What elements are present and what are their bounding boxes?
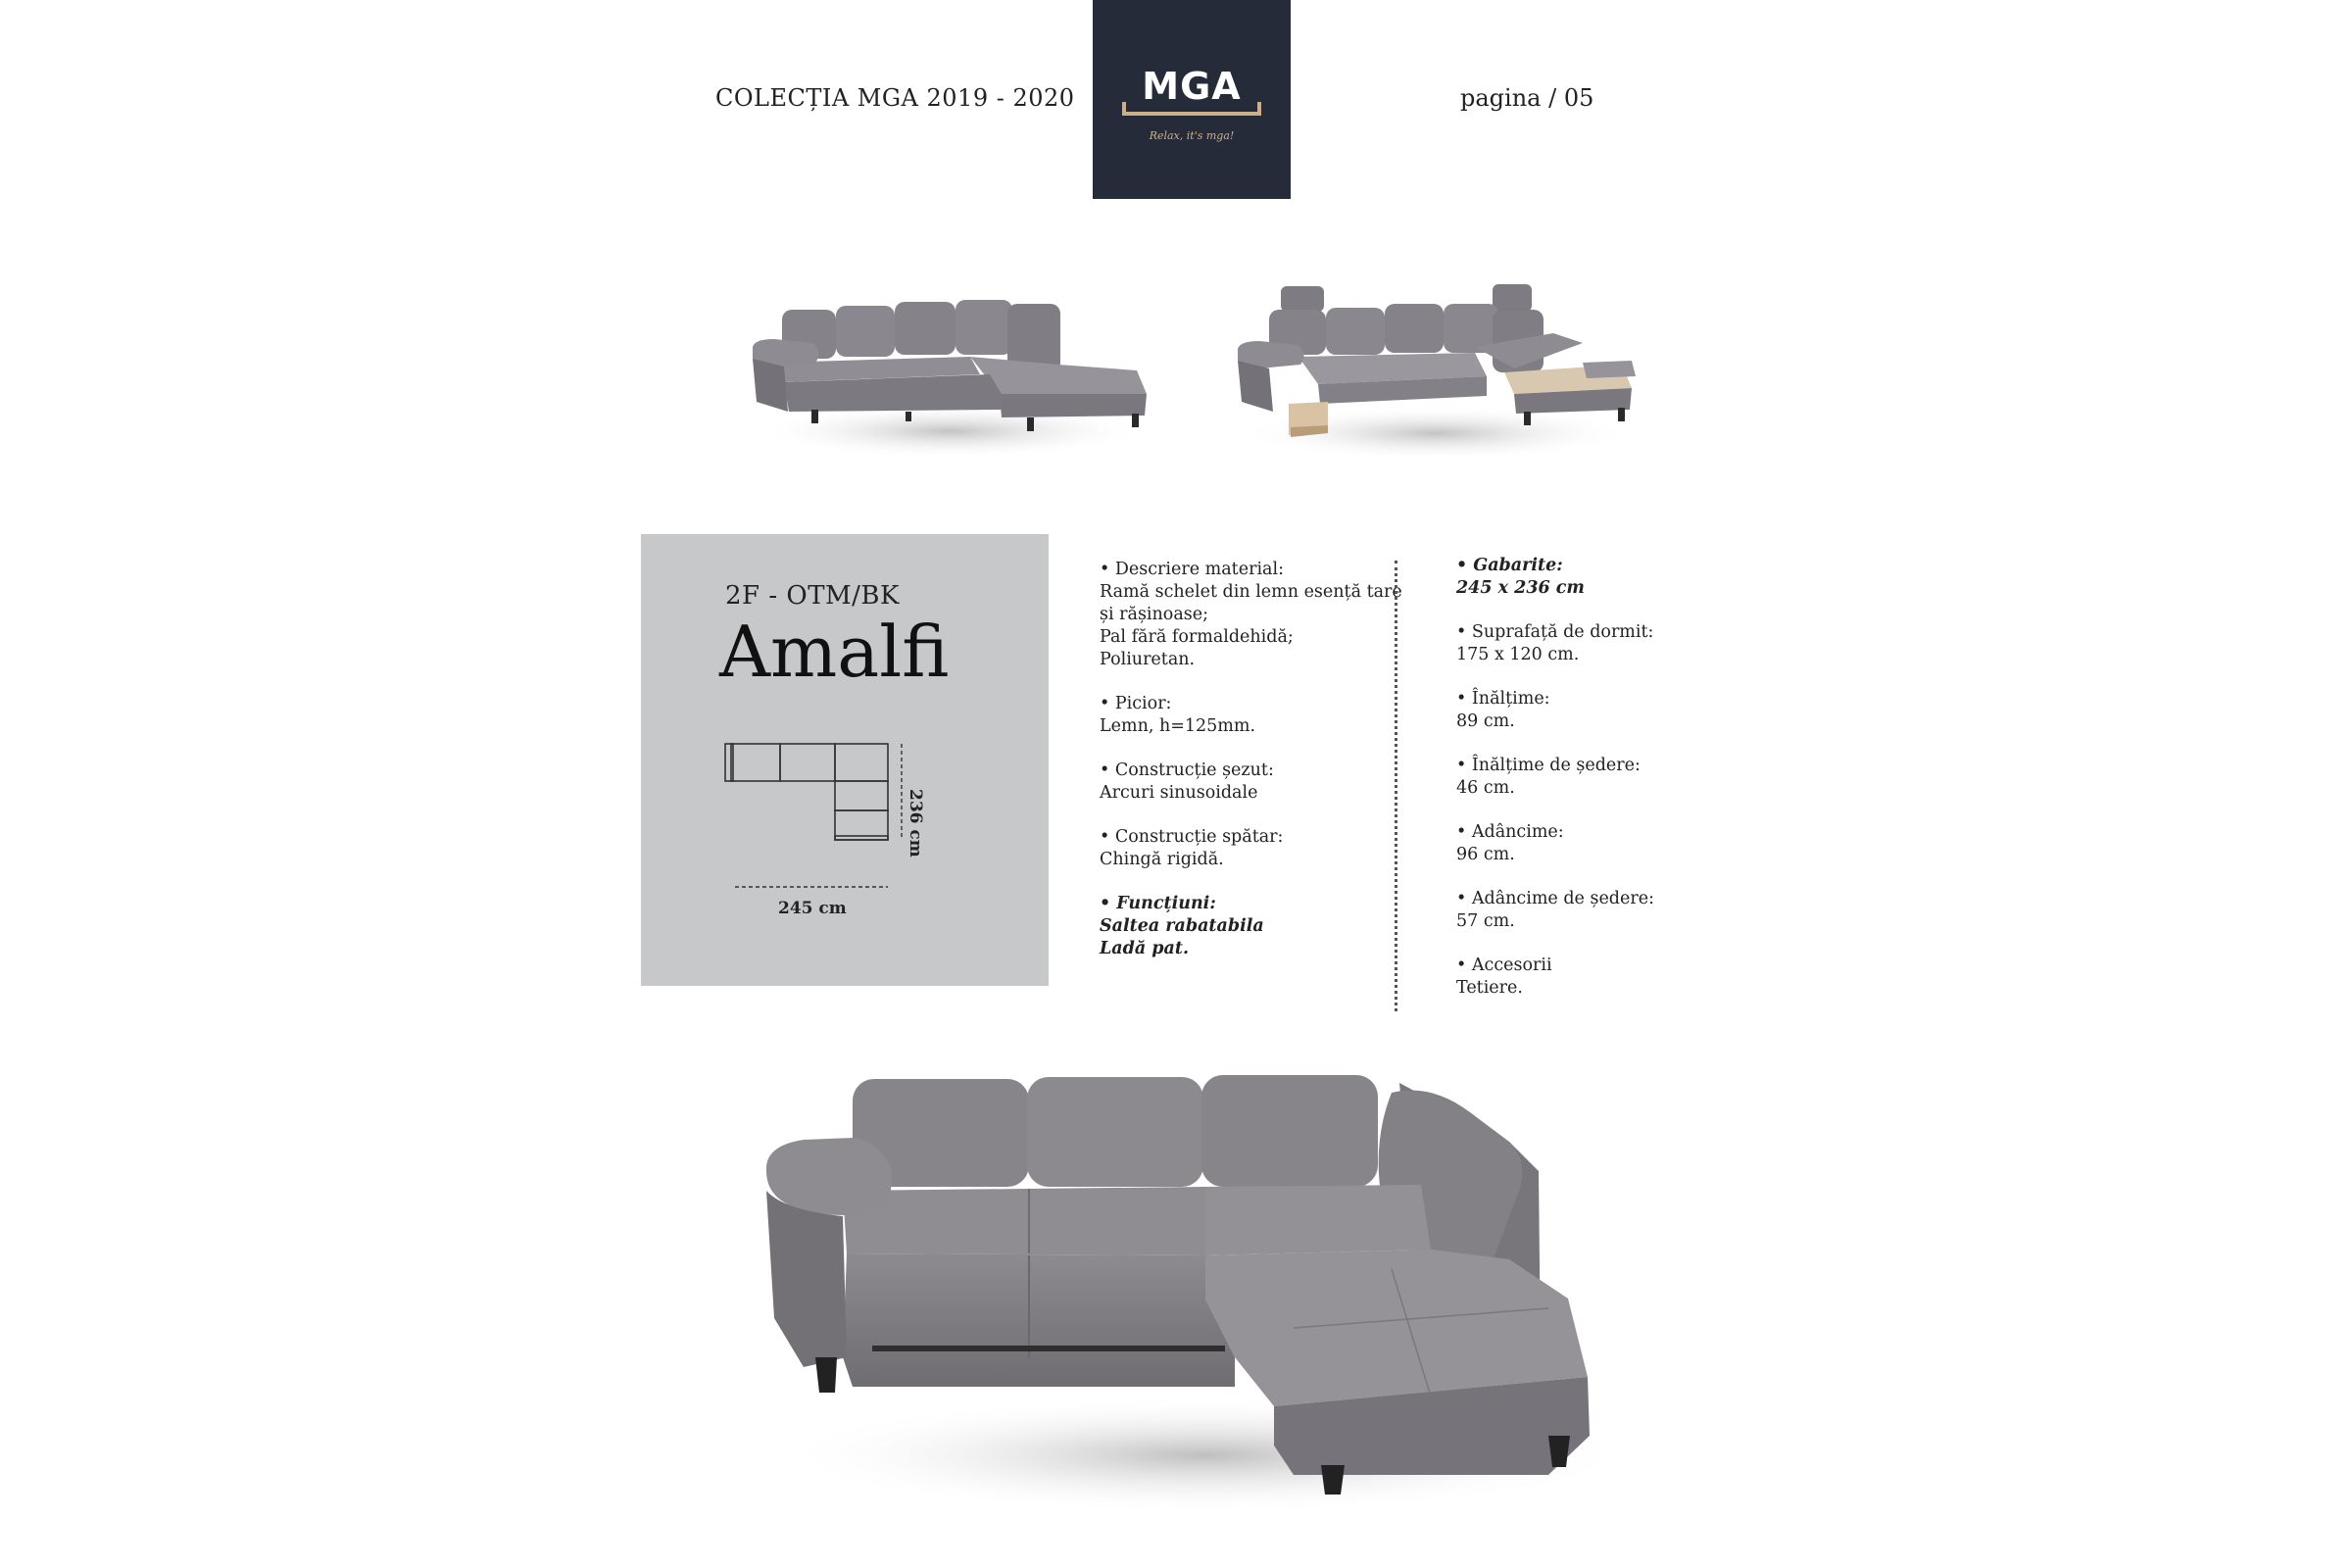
brand-logo[interactable] <box>1093 0 1291 199</box>
spec-accessories <box>1456 955 1750 1000</box>
spec-line: • Construcție șezut: <box>1100 760 1274 780</box>
sofa-open-image <box>1230 274 1642 461</box>
spec-line: Ramă schelet din lemn esență tare <box>1100 582 1402 602</box>
spec-line: • Înălțime de ședere: <box>1456 756 1641 775</box>
collection-title: COLECȚIA MGA 2019 - 2020 <box>715 84 1075 112</box>
spec-line: • Înălțime: <box>1456 689 1550 709</box>
width-dimension-label: 245 cm <box>778 899 847 918</box>
spec-line: Tetiere. <box>1456 978 1523 998</box>
column-divider <box>1395 561 1397 1011</box>
spec-line: • Construcție spătar: <box>1100 827 1284 847</box>
spec-line: • Accesorii <box>1456 956 1552 975</box>
spec-line: • Adâncime: <box>1456 822 1564 842</box>
spec-line: Lemn, h=125mm. <box>1100 716 1256 736</box>
spec-depth <box>1456 821 1750 866</box>
product-name: Amalfi <box>719 611 950 693</box>
spec-line: Poliuretan. <box>1100 650 1196 669</box>
specs-right-column <box>1456 555 1750 1021</box>
spec-sleeping-area <box>1456 621 1750 666</box>
spec-line: 46 cm. <box>1456 778 1515 798</box>
product-code: 2F - OTM/BK <box>725 581 900 611</box>
spec-line: 89 cm. <box>1456 711 1515 731</box>
spec-line: • Descriere material: <box>1100 560 1284 579</box>
logo-sofa-icon <box>1122 102 1261 116</box>
spec-seat-height <box>1456 755 1750 800</box>
sofa-closed-image <box>745 284 1156 461</box>
spec-line: Ladă pat. <box>1100 939 1190 958</box>
spec-line: • Adâncime de ședere: <box>1456 889 1654 908</box>
spec-line: 57 cm. <box>1456 911 1515 931</box>
spec-line: • Gabarite: <box>1456 556 1563 575</box>
spec-seat-construction <box>1100 760 1394 805</box>
logo-tagline: Relax, it's mga! <box>1149 129 1235 142</box>
spec-overall-size <box>1456 555 1750 600</box>
spec-seat-depth <box>1456 888 1750 933</box>
spec-functions <box>1100 893 1394 960</box>
spec-line: • Suprafață de dormit: <box>1456 622 1654 642</box>
spec-line: 175 x 120 cm. <box>1456 645 1580 664</box>
spec-line: 96 cm. <box>1456 845 1515 864</box>
logo-text: MGA <box>1142 65 1242 108</box>
product-spec-panel <box>641 534 1049 986</box>
spec-material <box>1100 559 1402 671</box>
spec-line: Arcuri sinusoidale <box>1100 783 1258 803</box>
spec-line: • Picior: <box>1100 694 1172 713</box>
spec-line: 245 x 236 cm <box>1456 578 1585 598</box>
sofa-large-image <box>745 1063 1646 1524</box>
spec-height <box>1456 688 1750 733</box>
spec-line: Saltea rabatabila <box>1100 916 1264 936</box>
spec-line: și rășinoase; <box>1100 605 1208 624</box>
spec-line: • Funcțiuni: <box>1100 894 1216 913</box>
spec-legs <box>1100 693 1394 738</box>
spec-line: Pal fără formaldehidă; <box>1100 627 1294 647</box>
spec-line: Chingă rigidă. <box>1100 850 1224 869</box>
page-number: pagina / 05 <box>1460 84 1594 112</box>
depth-dimension-label: 236 cm <box>906 789 925 858</box>
specs-left-column <box>1100 559 1402 982</box>
spec-back-construction <box>1100 826 1394 871</box>
